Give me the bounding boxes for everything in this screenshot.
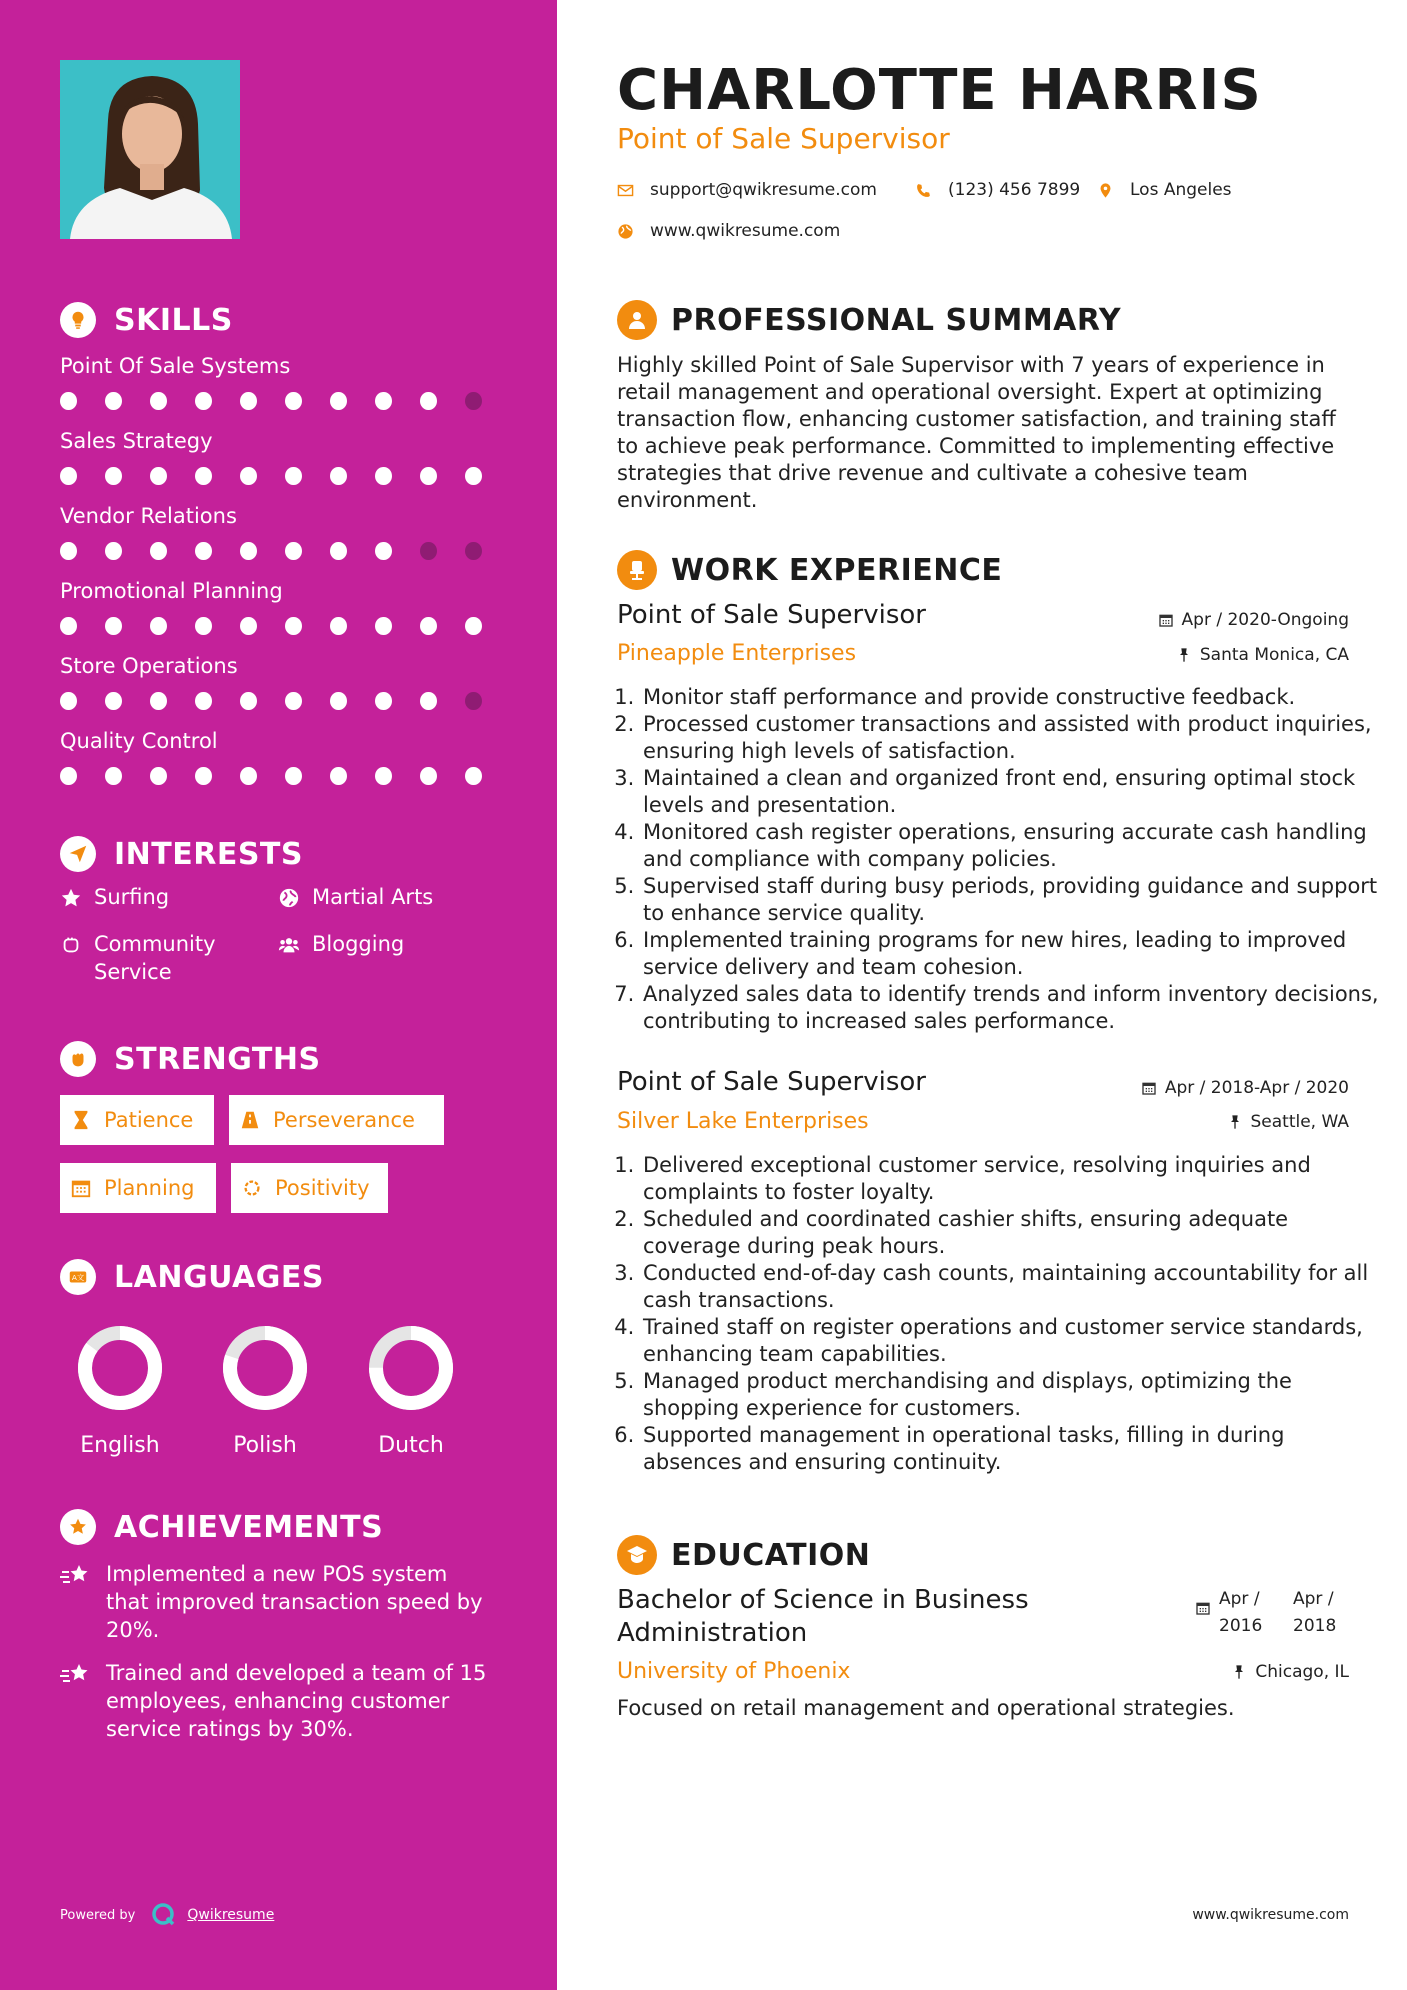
- skill-dot: [330, 392, 347, 410]
- duty-item: 4. Monitored cash register operations, ensuring accurate cash handling and compliance with company policies.: [641, 819, 1383, 873]
- skill-name: Sales Strategy: [60, 429, 213, 453]
- skill-dot: [240, 542, 257, 560]
- education-end-year: 2018: [1293, 1616, 1337, 1636]
- duty-item: 5. Managed product merchandising and displays, optimizing the shopping experience for customers.: [641, 1368, 1383, 1422]
- job-company: Pineapple Enterprises: [617, 641, 857, 666]
- location-text: Los Angeles: [1130, 180, 1232, 200]
- graduate-icon: [617, 1535, 657, 1575]
- skill-dot: [375, 392, 392, 410]
- website-text: www.qwikresume.com: [650, 221, 841, 241]
- strength-badge: [60, 1095, 214, 1145]
- duty-item: 1. Delivered exceptional customer service, resolving inquiries and complaints to foster loyalty.: [641, 1152, 1383, 1206]
- hourglass-icon: [70, 1109, 92, 1131]
- skill-dot: [420, 692, 437, 710]
- summary-title: PROFESSIONAL SUMMARY: [671, 302, 1122, 338]
- interest-item: [278, 885, 433, 909]
- job-location-text: Santa Monica, CA: [1199, 645, 1349, 665]
- pushpin-icon: [1176, 647, 1192, 663]
- skills-title: SKILLS: [114, 302, 233, 338]
- skill-dot: [285, 542, 302, 560]
- skill-dot: [465, 767, 482, 785]
- school: University of Phoenix: [617, 1659, 851, 1684]
- skill-dot: [375, 542, 392, 560]
- pushpin-icon: [1227, 1114, 1243, 1130]
- email-text: support@qwikresume.com: [650, 180, 877, 200]
- skill-rating: [60, 467, 510, 485]
- phone-text: (123) 456 7899: [948, 180, 1081, 200]
- calendar-icon: [70, 1177, 92, 1199]
- skill-name: Quality Control: [60, 729, 218, 753]
- duty-item: 4. Trained staff on register operations and customer service standards, enhancing team capabilities.: [641, 1314, 1383, 1368]
- calendar-icon: [1158, 612, 1174, 628]
- skill-dot: [465, 392, 482, 410]
- phone-icon: [915, 182, 932, 199]
- contact-email[interactable]: [617, 180, 877, 200]
- skill-item: [60, 504, 510, 560]
- skill-dot: [465, 467, 482, 485]
- interest-item: [278, 932, 404, 956]
- skill-dot: [105, 692, 122, 710]
- language-item: [351, 1325, 471, 1458]
- job-dates-text: Apr / 2018-Apr / 2020: [1164, 1078, 1349, 1098]
- skill-dot: [195, 617, 212, 635]
- education-location-text: Chicago, IL: [1255, 1662, 1349, 1682]
- skill-dot: [375, 467, 392, 485]
- skill-dot: [420, 767, 437, 785]
- qwikresume-link[interactable]: Qwikresume: [187, 1907, 275, 1923]
- languages-title: LANGUAGES: [114, 1259, 324, 1295]
- achievement-text: Trained and developed a team of 15 employees, enhancing customer service ratings by 30%.: [106, 1661, 487, 1741]
- skill-rating: [60, 692, 510, 710]
- skill-dot: [465, 692, 482, 710]
- job-location: [1227, 1112, 1350, 1132]
- duty-item: 6. Implemented training programs for new hires, leading to improved service delivery and team cohesion.: [641, 927, 1383, 981]
- skill-dot: [465, 617, 482, 635]
- skill-dot: [240, 767, 257, 785]
- skill-dot: [195, 467, 212, 485]
- contact-website[interactable]: [617, 221, 840, 241]
- skills-header: [60, 302, 233, 338]
- shooting-star-icon: [60, 1661, 92, 1689]
- degree: Bachelor of Science in Business Administration: [617, 1585, 1029, 1648]
- job-location-text: Seattle, WA: [1250, 1112, 1349, 1132]
- pushpin-icon: [1231, 1664, 1247, 1680]
- strength-badge: [60, 1163, 216, 1213]
- interests-title: INTERESTS: [114, 836, 303, 872]
- map-pin-icon: [1097, 182, 1114, 199]
- skill-dot: [285, 617, 302, 635]
- skill-dot: [420, 542, 437, 560]
- duty-item: 6. Supported management in operational tasks, filling in during absences and ensuring continuity.: [641, 1422, 1383, 1476]
- skill-name: Point Of Sale Systems: [60, 354, 291, 378]
- job-dates: [1158, 610, 1349, 630]
- skill-dot: [150, 467, 167, 485]
- job-role: Point of Sale Supervisor: [617, 1067, 926, 1097]
- road-icon: [239, 1109, 261, 1131]
- skill-dot: [195, 392, 212, 410]
- skill-dot: [150, 767, 167, 785]
- profile-photo: [60, 60, 240, 239]
- skill-dot: [60, 767, 77, 785]
- calendar-icon: [1141, 1080, 1157, 1096]
- skill-dot: [240, 617, 257, 635]
- qwikresume-logo-icon: [151, 1902, 177, 1928]
- education-header: [617, 1535, 870, 1575]
- strengths-header: [60, 1041, 321, 1077]
- skill-dot: [375, 617, 392, 635]
- skill-dot: [60, 467, 77, 485]
- skill-dot: [420, 392, 437, 410]
- duty-item: 1. Monitor staff performance and provide constructive feedback.: [641, 684, 1383, 711]
- job-role: Point of Sale Supervisor: [617, 600, 926, 630]
- skill-dot: [240, 692, 257, 710]
- skill-dot: [285, 392, 302, 410]
- achievements-title: ACHIEVEMENTS: [114, 1509, 384, 1545]
- achievement-item: [60, 1659, 490, 1743]
- experience-header: [617, 550, 1002, 590]
- skill-rating: [60, 767, 510, 785]
- sun-icon: [241, 1177, 263, 1199]
- skill-dot: [105, 467, 122, 485]
- education-location: [1231, 1662, 1349, 1682]
- language-name: Dutch: [378, 1433, 444, 1458]
- paper-plane-icon: [60, 836, 96, 872]
- skill-dot: [330, 542, 347, 560]
- candidate-name: CHARLOTTE HARRIS: [617, 58, 1262, 123]
- language-item: [60, 1325, 180, 1458]
- achievements-header: [60, 1509, 383, 1545]
- job-dates-text: Apr / 2020-Ongoing: [1181, 610, 1349, 630]
- star-icon: [60, 887, 82, 909]
- education-start-year: 2016: [1219, 1616, 1263, 1636]
- skill-item: [60, 654, 510, 710]
- skill-dot: [240, 467, 257, 485]
- skill-item: [60, 729, 510, 785]
- skill-dot: [195, 692, 212, 710]
- hand-icon: [60, 934, 82, 956]
- candidate-title: Point of Sale Supervisor: [617, 122, 950, 155]
- skill-dot: [150, 392, 167, 410]
- language-ring: [77, 1325, 163, 1411]
- interests-header: [60, 836, 303, 872]
- education-title: EDUCATION: [671, 1537, 871, 1573]
- user-icon: [617, 300, 657, 340]
- trophy-star-icon: [60, 1509, 96, 1545]
- summary-text: Highly skilled Point of Sale Supervisor with 7 years of experience in retail management and operational oversight. Expert at optimizing transaction flow, enhancing customer satisfaction, and training staff to achieve peak performance. Committed to implementing effective strategies that drive revenue and cultivate a cohesive team environment.: [617, 353, 1336, 512]
- languages-header: [60, 1259, 324, 1295]
- skill-dot: [60, 542, 77, 560]
- skill-dot: [375, 767, 392, 785]
- sidebar: [0, 0, 557, 1990]
- skill-dot: [420, 617, 437, 635]
- skill-name: Store Operations: [60, 654, 238, 678]
- skill-dot: [285, 467, 302, 485]
- language-ring: [222, 1325, 308, 1411]
- main-content: [557, 0, 1407, 1990]
- strength-label: Patience: [104, 1108, 194, 1132]
- duty-item: 7. Analyzed sales data to identify trends and inform inventory decisions, contributing to increased sales performance.: [641, 981, 1383, 1035]
- job-duties: [617, 684, 1383, 1035]
- lightbulb-icon: [60, 302, 96, 338]
- skill-item: [60, 579, 510, 635]
- language-item: [205, 1325, 325, 1458]
- globe-icon: [617, 223, 634, 240]
- skill-dot: [330, 767, 347, 785]
- skill-dot: [375, 692, 392, 710]
- skill-dot: [465, 542, 482, 560]
- svg-text:A文: A文: [71, 1273, 85, 1283]
- education-start-month: Apr /: [1219, 1589, 1260, 1609]
- fist-icon: [60, 1041, 96, 1077]
- skill-rating: [60, 542, 510, 560]
- skill-dot: [285, 692, 302, 710]
- users-icon: [278, 934, 300, 956]
- language-ring: [368, 1325, 454, 1411]
- interest-label: Surfing: [94, 885, 170, 909]
- office-chair-icon: [617, 550, 657, 590]
- skill-dot: [105, 767, 122, 785]
- strengths-title: STRENGTHS: [114, 1041, 321, 1077]
- job-location: [1176, 645, 1349, 665]
- education-end: [1293, 1586, 1349, 1640]
- summary-header: [617, 300, 1121, 340]
- language-name: Polish: [233, 1433, 297, 1458]
- job-duties: [617, 1152, 1383, 1476]
- duty-item: 3. Conducted end-of-day cash counts, maintaining accountability for all cash transactions.: [641, 1260, 1383, 1314]
- language-name: English: [80, 1433, 160, 1458]
- skill-rating: [60, 392, 510, 410]
- skill-dot: [330, 617, 347, 635]
- skill-dot: [150, 542, 167, 560]
- skill-dot: [150, 692, 167, 710]
- job-dates: [1141, 1078, 1349, 1098]
- strength-badge: [229, 1095, 444, 1145]
- powered-by-label: Powered by: [60, 1907, 136, 1923]
- experience-title: WORK EXPERIENCE: [671, 552, 1003, 588]
- globe-icon: [278, 887, 300, 909]
- interest-item: [60, 885, 169, 909]
- skill-dot: [330, 467, 347, 485]
- skill-dot: [105, 617, 122, 635]
- duty-item: 2. Scheduled and coordinated cashier shifts, ensuring adequate coverage during peak hours.: [641, 1206, 1383, 1260]
- education-start: [1219, 1586, 1279, 1640]
- strength-badge: [231, 1163, 388, 1213]
- contact-phone[interactable]: [915, 180, 1080, 200]
- education-end-month: Apr /: [1293, 1589, 1334, 1609]
- strength-label: Planning: [104, 1176, 195, 1200]
- language-icon: [60, 1259, 96, 1295]
- calendar-icon: [1195, 1600, 1211, 1616]
- skill-rating: [60, 617, 510, 635]
- contact-location: [1097, 180, 1232, 200]
- interest-label: Blogging: [312, 932, 405, 956]
- shooting-star-icon: [60, 1562, 92, 1590]
- skill-dot: [60, 617, 77, 635]
- achievement-item: [60, 1560, 490, 1644]
- skill-dot: [195, 767, 212, 785]
- skill-name: Promotional Planning: [60, 579, 283, 603]
- skill-dot: [60, 392, 77, 410]
- envelope-icon: [617, 182, 634, 199]
- skill-dot: [285, 767, 302, 785]
- skill-dot: [150, 617, 167, 635]
- duty-item: 5. Supervised staff during busy periods, providing guidance and support to enhance service quality.: [641, 873, 1383, 927]
- achievement-text: Implemented a new POS system that improved transaction speed by 20%.: [106, 1562, 483, 1642]
- interest-item: [60, 932, 260, 986]
- interest-label: Community Service: [94, 932, 216, 984]
- strength-label: Positivity: [275, 1176, 370, 1200]
- skill-dot: [105, 542, 122, 560]
- powered-by: [60, 1902, 274, 1928]
- strength-label: Perseverance: [273, 1108, 415, 1132]
- skill-name: Vendor Relations: [60, 504, 237, 528]
- skill-dot: [195, 542, 212, 560]
- interest-label: Martial Arts: [312, 885, 434, 909]
- skill-dot: [240, 392, 257, 410]
- skill-dot: [330, 692, 347, 710]
- skill-item: [60, 429, 510, 485]
- duty-item: 2. Processed customer transactions and assisted with product inquiries, ensuring high levels of satisfaction.: [641, 711, 1383, 765]
- skill-item: [60, 354, 510, 410]
- skill-dot: [420, 467, 437, 485]
- duty-item: 3. Maintained a clean and organized front end, ensuring optimal stock levels and presentation.: [641, 765, 1383, 819]
- education-description: Focused on retail management and operational strategies.: [617, 1696, 1235, 1720]
- job-company: Silver Lake Enterprises: [617, 1109, 869, 1134]
- education-dates: [1195, 1586, 1349, 1640]
- skill-dot: [105, 392, 122, 410]
- footer-url[interactable]: www.qwikresume.com: [1192, 1907, 1349, 1923]
- skill-dot: [60, 692, 77, 710]
